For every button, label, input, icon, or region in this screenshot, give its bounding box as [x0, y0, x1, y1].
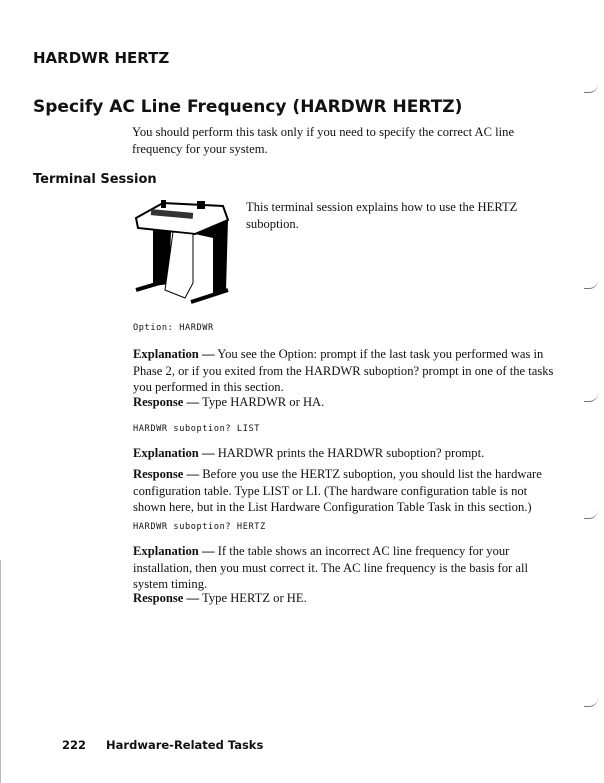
running-title: HARDWR HERTZ — [33, 49, 170, 67]
terminal-illustration-icon — [133, 198, 233, 313]
scan-edge-mark — [584, 84, 598, 93]
scan-edge-mark — [584, 510, 598, 519]
response-text: Type HERTZ or HE. — [202, 591, 307, 605]
explanation-text: You see the Option: prompt if the last task you performed was in Phase 2, or if you exited from the HARDWR suboption? prompt in one of the tasks you performed in this section. — [133, 347, 554, 394]
response-label: Response — — [133, 591, 200, 605]
response-text: Before you use the HERTZ suboption, you should list the hardware configuration table. Type LIST or LI. (The hardware configuration table is not shown here, but in the List Hardware Configuration Table Task in this section.) — [133, 467, 542, 514]
intro-paragraph: You should perform this task only if you need to specify the correct AC line frequency for your system. — [132, 125, 515, 156]
page-number: 222 — [62, 738, 87, 752]
scan-edge-mark — [584, 698, 598, 707]
terminal-prompt: HARDWR suboption? HERTZ — [133, 522, 266, 532]
explanation-text: HARDWR prints the HARDWR suboption? prompt. — [217, 446, 485, 460]
section-title: Specify AC Line Frequency (HARDWR HERTZ) — [33, 97, 463, 117]
terminal-prompt: Option: HARDWR — [133, 323, 214, 333]
scan-edge-mark — [584, 393, 598, 402]
page-footer — [62, 738, 263, 752]
explanation-paragraph — [133, 543, 558, 593]
response-paragraph — [133, 590, 558, 607]
response-text: Type HARDWR or HA. — [202, 395, 325, 409]
response-paragraph — [133, 466, 558, 516]
terminal-session-heading: Terminal Session — [33, 172, 157, 187]
explanation-text: If the table shows an incorrect AC line frequency for your installation, then you must correct it. The AC line frequency is the basis for all system timing. — [133, 544, 528, 591]
explanation-label: Explanation — — [133, 446, 215, 460]
scan-edge-line — [0, 560, 1, 783]
explanation-label: Explanation — — [133, 544, 215, 558]
explanation-label: Explanation — — [133, 347, 215, 361]
terminal-prompt: HARDWR suboption? LIST — [133, 424, 261, 434]
response-label: Response — — [133, 467, 200, 481]
explanation-paragraph — [133, 346, 558, 396]
explanation-paragraph — [133, 445, 558, 462]
response-paragraph — [133, 394, 558, 411]
scan-edge-mark — [584, 280, 598, 289]
session-caption: This terminal session explains how to use the HERTZ suboption. — [246, 200, 518, 231]
chapter-title: Hardware-Related Tasks — [106, 738, 264, 752]
response-label: Response — — [133, 395, 200, 409]
